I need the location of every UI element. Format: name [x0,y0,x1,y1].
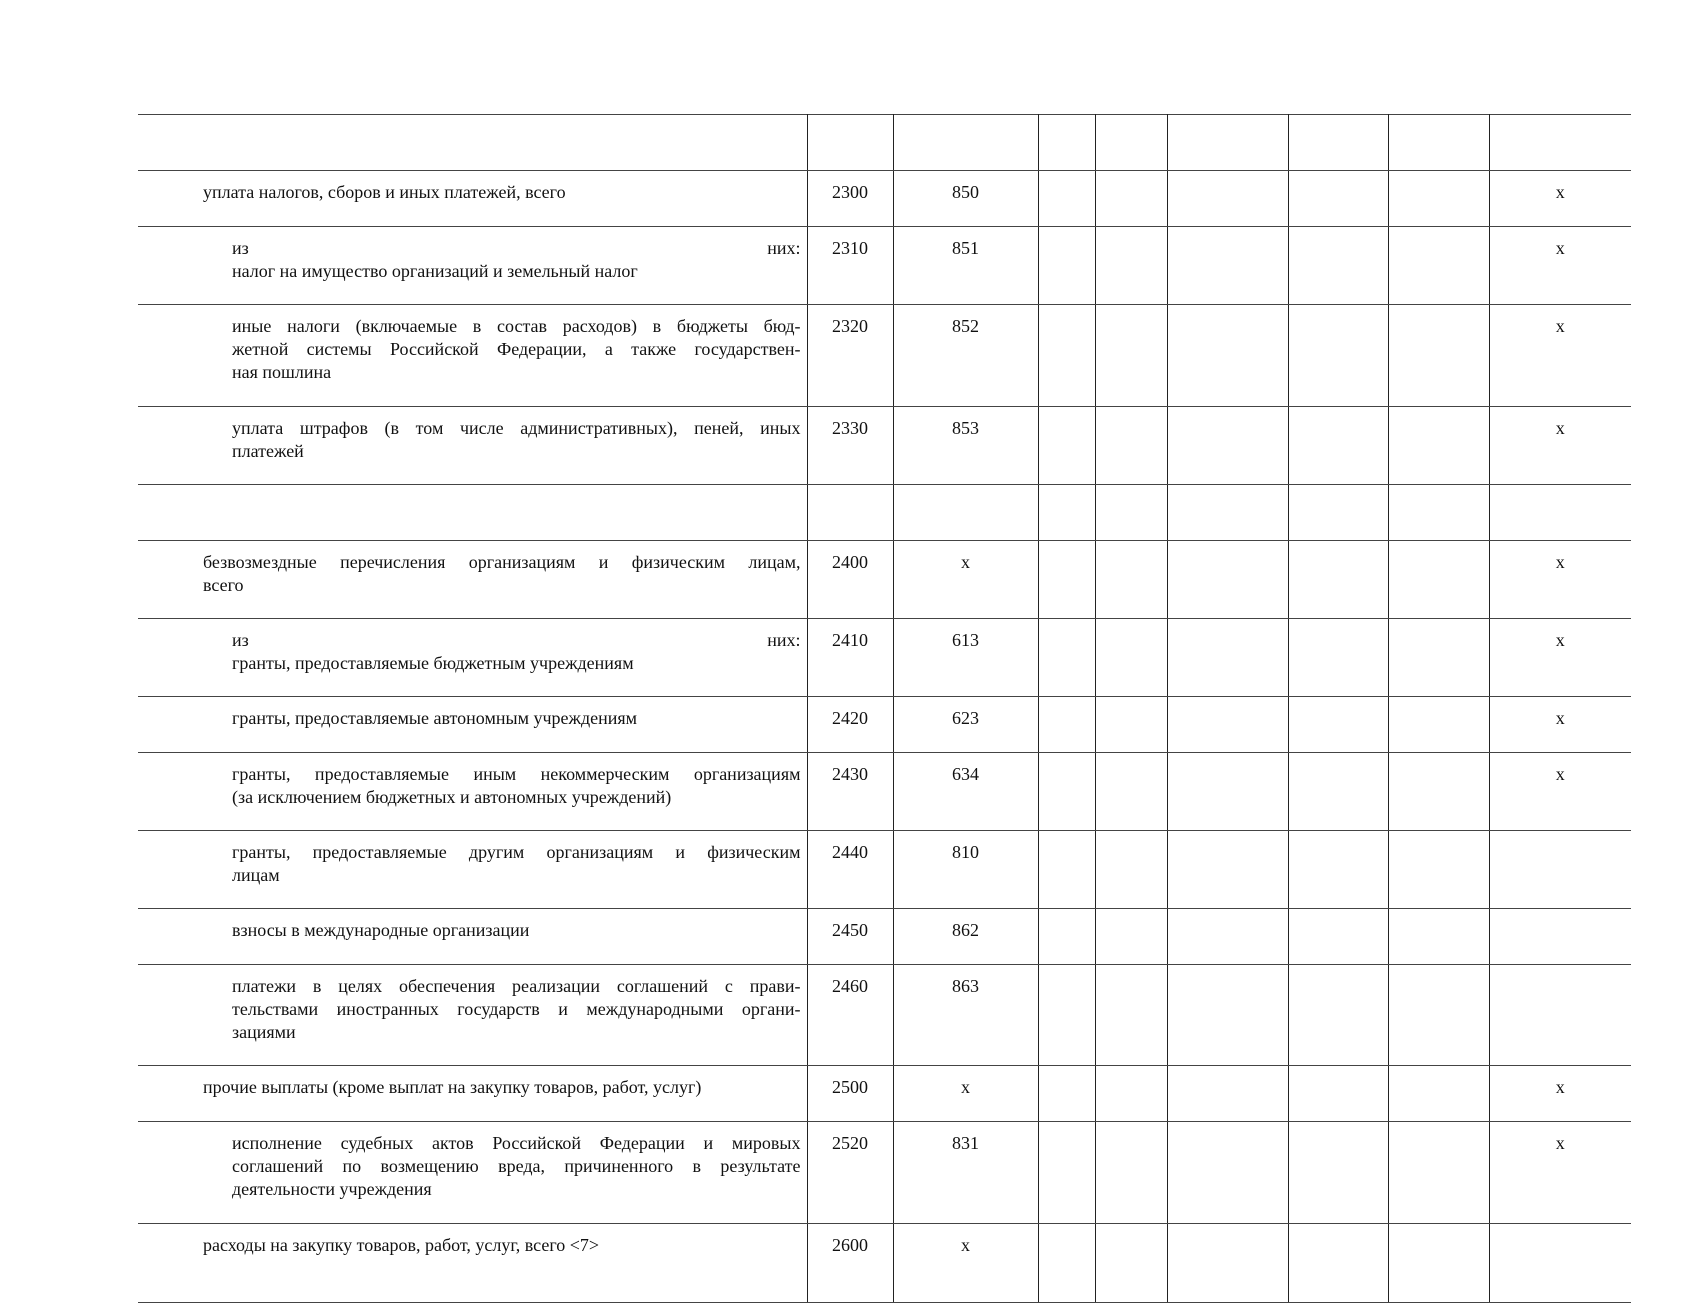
row-kbk-code: 623 [893,697,1038,753]
row-value-cell [1388,697,1489,753]
row-description-line: (за исключением бюджетных и автономных учреждений) [232,787,672,807]
row-code: 2410 [807,619,893,697]
row-last-column: x [1489,305,1631,407]
row-description-text [138,1066,807,1099]
row-code [807,115,893,171]
row-value-cell [1167,965,1288,1066]
row-description [138,171,807,227]
row-last-column [1489,115,1631,171]
row-description [138,965,807,1066]
row-value-cell [1167,305,1288,407]
row-description-line: уплата штрафов (в том числе административных), пеней, иных [232,418,801,438]
row-value-cell [1095,485,1167,541]
row-description-line: гранты, предоставляемые иным некоммерческим организациям [232,764,801,784]
row-description [138,1224,807,1303]
row-description-text [138,305,807,384]
table-row [138,407,1631,485]
row-last-column: x [1489,619,1631,697]
row-description [138,909,807,965]
row-value-cell [1038,697,1095,753]
row-description-line: иные налоги (включаемые в состав расходов) в бюджеты бюд- [232,316,801,336]
row-value-cell [1288,831,1388,909]
row-kbk-code: 810 [893,831,1038,909]
row-value-cell [1038,227,1095,305]
row-kbk-code: 850 [893,171,1038,227]
row-description-text [138,619,807,675]
row-description-line: платежей [232,441,304,461]
row-last-column [1489,831,1631,909]
row-description-line: зациями [232,1022,296,1042]
row-value-cell [1095,753,1167,831]
row-value-cell [1288,619,1388,697]
row-description [138,619,807,697]
row-last-column: x [1489,697,1631,753]
row-value-cell [1288,407,1388,485]
row-last-column: x [1489,227,1631,305]
row-code: 2440 [807,831,893,909]
row-value-cell [1038,1066,1095,1122]
row-value-cell [1167,831,1288,909]
row-code: 2400 [807,541,893,619]
row-code: 2430 [807,753,893,831]
row-description-text [138,541,807,597]
row-last-column [1489,1224,1631,1303]
row-value-cell [1288,305,1388,407]
row-description-text [138,965,807,1044]
row-description [138,227,807,305]
row-value-cell [1288,115,1388,171]
row-value-cell [1095,619,1167,697]
row-value-cell [1038,115,1095,171]
row-description-line: прочие выплаты (кроме выплат на закупку товаров, работ, услуг) [203,1077,702,1097]
row-value-cell [1095,1066,1167,1122]
row-code [807,485,893,541]
row-description [138,115,807,171]
row-description-text [138,1224,807,1257]
row-kbk-code: 613 [893,619,1038,697]
row-value-cell [1388,965,1489,1066]
row-kbk-code: 852 [893,305,1038,407]
expenditure-table [138,114,1631,1303]
row-value-cell [1167,115,1288,171]
table-row [138,1224,1631,1303]
table-row [138,1066,1631,1122]
row-value-cell [1038,171,1095,227]
row-description-line: платежи в целях обеспечения реализации соглашений с прави- [232,976,801,996]
row-description [138,753,807,831]
row-value-cell [1167,407,1288,485]
table-row [138,227,1631,305]
row-kbk-code: x [893,1066,1038,1122]
row-value-cell [1095,1224,1167,1303]
table-row [138,1122,1631,1224]
row-kbk-code: x [893,541,1038,619]
row-kbk-code [893,115,1038,171]
row-description-text [138,407,807,463]
table-row [138,541,1631,619]
row-value-cell [1167,171,1288,227]
row-kbk-code: 862 [893,909,1038,965]
row-description-line: всего [203,575,244,595]
table-row [138,171,1631,227]
row-last-column: x [1489,1122,1631,1224]
row-last-column [1489,485,1631,541]
row-value-cell [1095,115,1167,171]
row-value-cell [1388,909,1489,965]
row-description-text [138,171,807,204]
row-value-cell [1167,909,1288,965]
row-value-cell [1288,171,1388,227]
row-value-cell [1288,965,1388,1066]
row-value-cell [1388,305,1489,407]
row-value-cell [1038,619,1095,697]
row-description-line: уплата налогов, сборов и иных платежей, всего [203,182,566,202]
row-value-cell [1288,1066,1388,1122]
row-value-cell [1288,1224,1388,1303]
row-value-cell [1038,831,1095,909]
row-value-cell [1167,1122,1288,1224]
row-value-cell [1038,965,1095,1066]
row-kbk-code: 634 [893,753,1038,831]
row-value-cell [1167,1066,1288,1122]
row-last-column [1489,909,1631,965]
row-value-cell [1167,753,1288,831]
row-description-text [138,1122,807,1201]
row-kbk-code [893,485,1038,541]
row-value-cell [1167,227,1288,305]
row-code: 2320 [807,305,893,407]
row-description-line: ная пошлина [232,362,332,382]
table-row [138,619,1631,697]
row-value-cell [1167,1224,1288,1303]
row-code: 2460 [807,965,893,1066]
row-value-cell [1095,227,1167,305]
row-kbk-code: 851 [893,227,1038,305]
row-value-cell [1038,1122,1095,1224]
table-row [138,965,1631,1066]
row-description [138,1122,807,1224]
row-value-cell [1388,1122,1489,1224]
table-row [138,697,1631,753]
table-row-empty [138,115,1631,171]
row-description-line: деятельности учреждения [232,1179,432,1199]
row-value-cell [1095,965,1167,1066]
row-description-line: гранты, предоставляемые другим организациям и физическим [232,842,801,862]
row-value-cell [1388,115,1489,171]
row-description-line: из них: [232,630,801,650]
row-value-cell [1038,485,1095,541]
row-description [138,407,807,485]
row-code: 2330 [807,407,893,485]
row-last-column [1489,965,1631,1066]
row-kbk-code: x [893,1224,1038,1303]
row-value-cell [1288,1122,1388,1224]
row-description-line: соглашений по возмещению вреда, причиненного в результате [232,1156,801,1176]
table-row [138,909,1631,965]
row-code: 2450 [807,909,893,965]
row-value-cell [1167,619,1288,697]
row-description [138,305,807,407]
row-description-line: гранты, предоставляемые автономным учреждениям [232,708,638,728]
row-last-column: x [1489,171,1631,227]
row-value-cell [1095,1122,1167,1224]
row-value-cell [1388,619,1489,697]
row-value-cell [1167,541,1288,619]
row-description-text [138,227,807,283]
row-value-cell [1288,227,1388,305]
row-description-line: лицам [232,865,280,885]
row-description-line: жетной системы Российской Федерации, а также государствен- [232,339,801,359]
row-last-column: x [1489,753,1631,831]
row-value-cell [1095,909,1167,965]
row-code: 2600 [807,1224,893,1303]
row-code: 2520 [807,1122,893,1224]
row-code: 2420 [807,697,893,753]
row-value-cell [1038,753,1095,831]
row-value-cell [1288,485,1388,541]
table-body [138,115,1631,1303]
table-row [138,305,1631,407]
row-value-cell [1288,541,1388,619]
row-description-text [138,831,807,887]
row-description-line: налог на имущество организаций и земельный налог [232,261,638,281]
row-kbk-code: 853 [893,407,1038,485]
row-value-cell [1167,485,1288,541]
row-description-line: тельствами иностранных государств и международными органи- [232,999,801,1019]
row-description-line: исполнение судебных актов Российской Федерации и мировых [232,1133,801,1153]
row-description-text [138,697,807,730]
row-value-cell [1388,753,1489,831]
row-value-cell [1288,753,1388,831]
row-description-line: взносы в международные организации [232,920,530,940]
row-value-cell [1388,407,1489,485]
row-value-cell [1388,485,1489,541]
row-kbk-code: 863 [893,965,1038,1066]
row-value-cell [1038,1224,1095,1303]
row-code: 2500 [807,1066,893,1122]
table-row-empty [138,485,1631,541]
row-description [138,697,807,753]
row-value-cell [1095,697,1167,753]
row-description [138,485,807,541]
row-value-cell [1038,305,1095,407]
row-value-cell [1095,407,1167,485]
row-value-cell [1095,305,1167,407]
row-description-line: безвозмездные перечисления организациям и физическим лицам, [203,552,801,572]
row-code: 2310 [807,227,893,305]
row-description-line: расходы на закупку товаров, работ, услуг, всего <7> [203,1235,600,1255]
row-description-line: гранты, предоставляемые бюджетным учреждениям [232,653,634,673]
row-value-cell [1095,541,1167,619]
row-value-cell [1038,407,1095,485]
row-value-cell [1038,541,1095,619]
row-value-cell [1388,541,1489,619]
row-last-column: x [1489,541,1631,619]
row-value-cell [1388,1066,1489,1122]
row-kbk-code: 831 [893,1122,1038,1224]
row-description [138,1066,807,1122]
row-code: 2300 [807,171,893,227]
row-value-cell [1095,171,1167,227]
row-value-cell [1095,831,1167,909]
row-value-cell [1038,909,1095,965]
row-value-cell [1167,697,1288,753]
row-description-text [138,909,807,942]
row-value-cell [1388,831,1489,909]
row-description [138,831,807,909]
row-value-cell [1388,171,1489,227]
row-value-cell [1288,909,1388,965]
table-row [138,753,1631,831]
row-last-column: x [1489,1066,1631,1122]
row-value-cell [1388,1224,1489,1303]
row-description-line: из них: [232,238,801,258]
row-description-text [138,753,807,809]
row-value-cell [1388,227,1489,305]
table-row [138,831,1631,909]
row-description [138,541,807,619]
row-value-cell [1288,697,1388,753]
row-last-column: x [1489,407,1631,485]
